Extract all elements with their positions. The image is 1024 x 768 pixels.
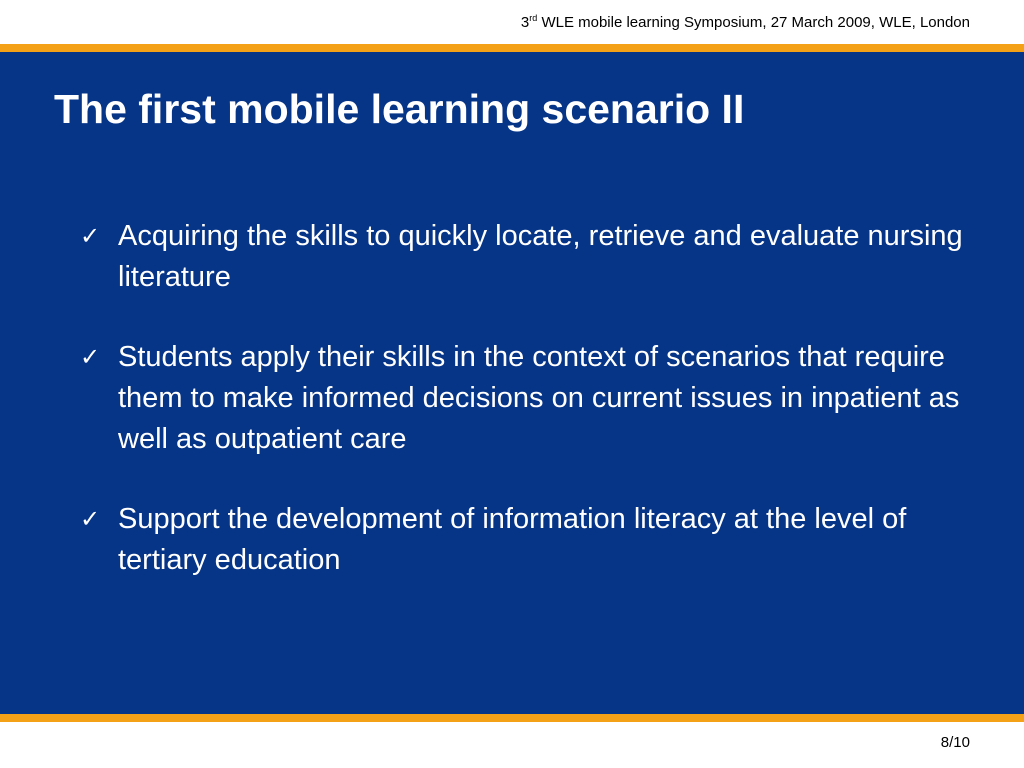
caption-text: WLE mobile learning Symposium, 27 March 2009, WLE, London: [537, 14, 970, 31]
checkmark-icon: ✓: [80, 223, 101, 250]
caption-ordinal-suffix: rd: [529, 13, 538, 23]
checkmark-icon: ✓: [80, 506, 101, 533]
bullet-item: [80, 499, 980, 581]
slide-content-panel: [0, 52, 1024, 714]
page-number: 8/10: [940, 734, 970, 751]
slide-header: [0, 0, 1024, 44]
bottom-accent-bar: [0, 714, 1024, 722]
slide-title: The first mobile learning scenario II: [54, 86, 745, 132]
slide-footer: [0, 722, 1024, 768]
conference-caption: [521, 14, 970, 31]
bullet-text: Acquiring the skills to quickly locate, retrieve and evaluate nursing literature: [118, 220, 963, 293]
bullet-list: [80, 216, 980, 620]
checkmark-icon: ✓: [80, 344, 101, 371]
top-accent-bar: [0, 44, 1024, 52]
bullet-item: [80, 216, 980, 298]
caption-ordinal: 3: [520, 14, 530, 31]
bullet-text: Support the development of information literacy at the level of tertiary education: [118, 503, 907, 576]
bullet-item: [80, 337, 980, 460]
bullet-text: Students apply their skills in the context of scenarios that require them to make informed decisions on current issues in inpatient as well as outpatient care: [118, 341, 960, 455]
